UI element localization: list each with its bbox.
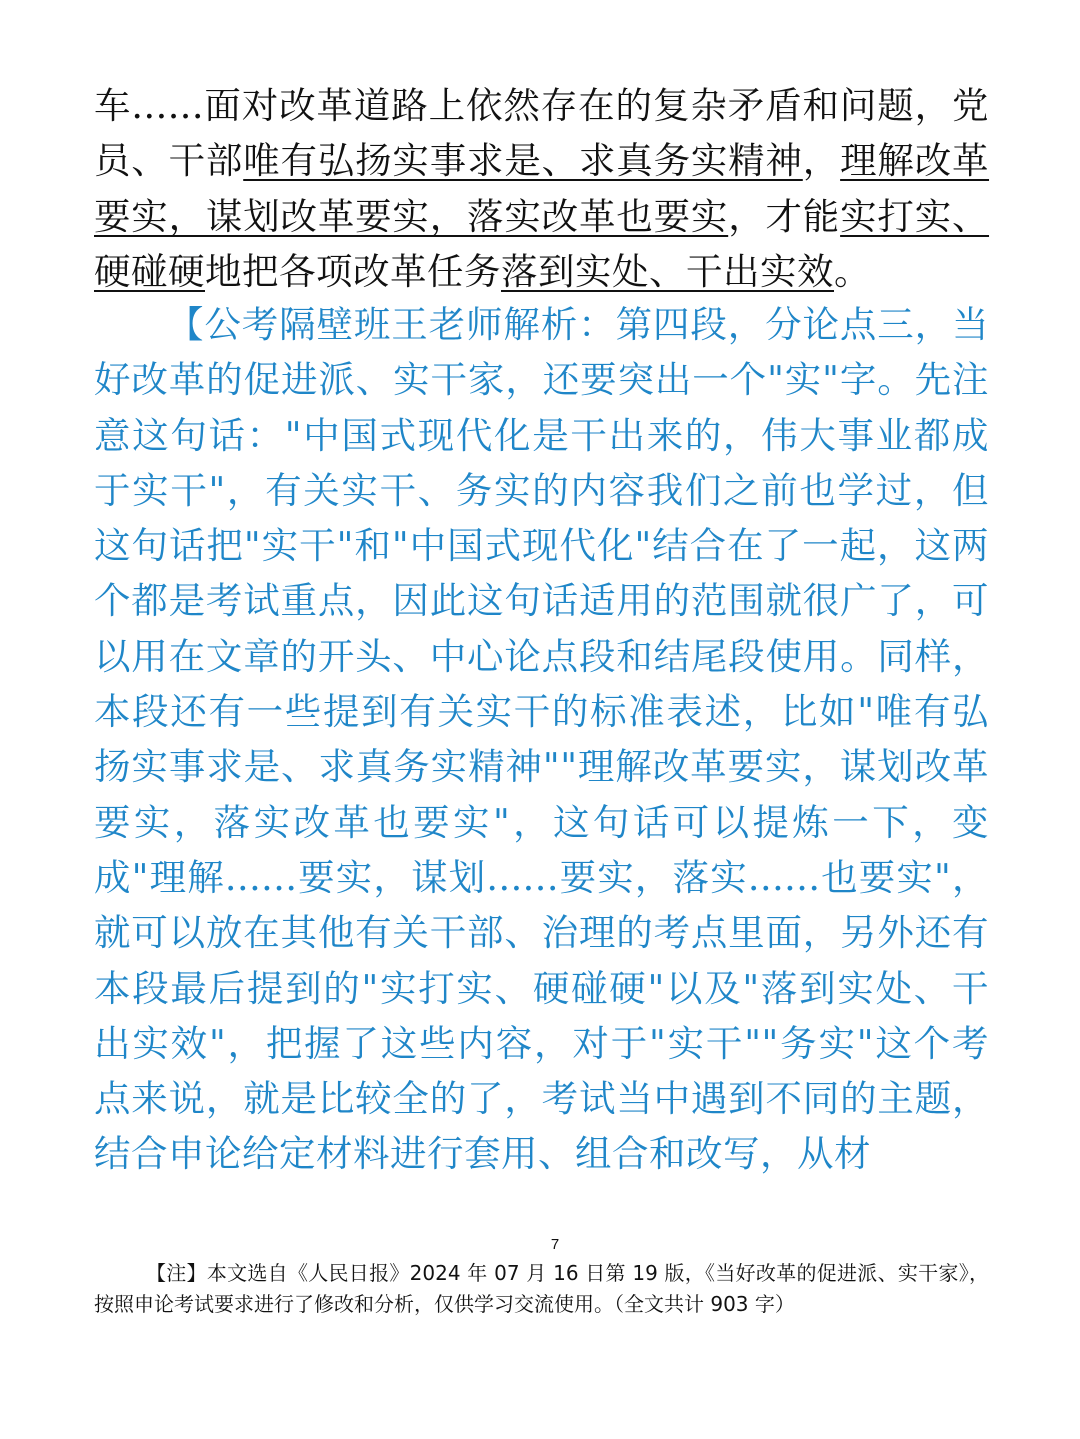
source-segment: 地把各项改革任务 xyxy=(205,249,501,293)
teacher-analysis-paragraph: 【公考隔壁班王老师解析：第四段，分论点三，当好改革的促进派、实干家，还要突出一个"实"字。先注意这句话："中国式现代化是干出来的，伟大事业都成于实干"，有关实干、务实的内容我们之前也学过，但这句话把"实干"和"中国式现代化"结合在了一起，这两个都是考试重点，因此这句话适用的范围就很广了，可以用在文章的开头、中心论点段和结尾段使用。同样，本段还有一些提到有关实干的标准表述，比如"唯有弘扬实事求是、求真务实精神""理解改革要实，谋划改革要实，落实改革也要实"，这句话可以提炼一下，变成"理解......要实，谋划......要实，落实......也要实"，就可以放在其他有关干部、治理的考点里面，另外还有本段最后提到的"实打实、硬碰硬"以及"落到实处、干出实效"，把握了这些内容，对于"实干""务实"这个考点来说，就是比较全的了，考试当中遇到不同的主题，结合申论给定材料进行套用、组合和改写，从材 xyxy=(94,303,989,1176)
underlined-phrase: 理解改革要实，谋划改革要实，落实改革也要实 xyxy=(94,139,990,238)
page-number: 7 xyxy=(550,1236,560,1253)
underlined-phrase: 唯有弘扬实事求是、求真务实精神 xyxy=(243,139,803,183)
source-segment: 。 xyxy=(834,249,871,293)
underlined-phrase: 实打实、硬碰硬 xyxy=(94,194,990,293)
source-segment: ， xyxy=(802,139,841,183)
source-text-paragraph xyxy=(94,78,989,299)
source-segment: ，才能 xyxy=(728,194,841,238)
source-segment: 车......面对改革道路上依然存在的复杂矛盾和问题，党员、干部 xyxy=(94,84,989,183)
underlined-phrase: 落到实处、干出实效 xyxy=(501,249,834,293)
source-footnote: 【注】本文选自《人民日报》2024 年 07 月 16 日第 19 版，《当好改革的促进派、实干家》，按照申论考试要求进行了修改和分析，仅供学习交流使用。（全文共计 903 字） xyxy=(94,1261,989,1316)
